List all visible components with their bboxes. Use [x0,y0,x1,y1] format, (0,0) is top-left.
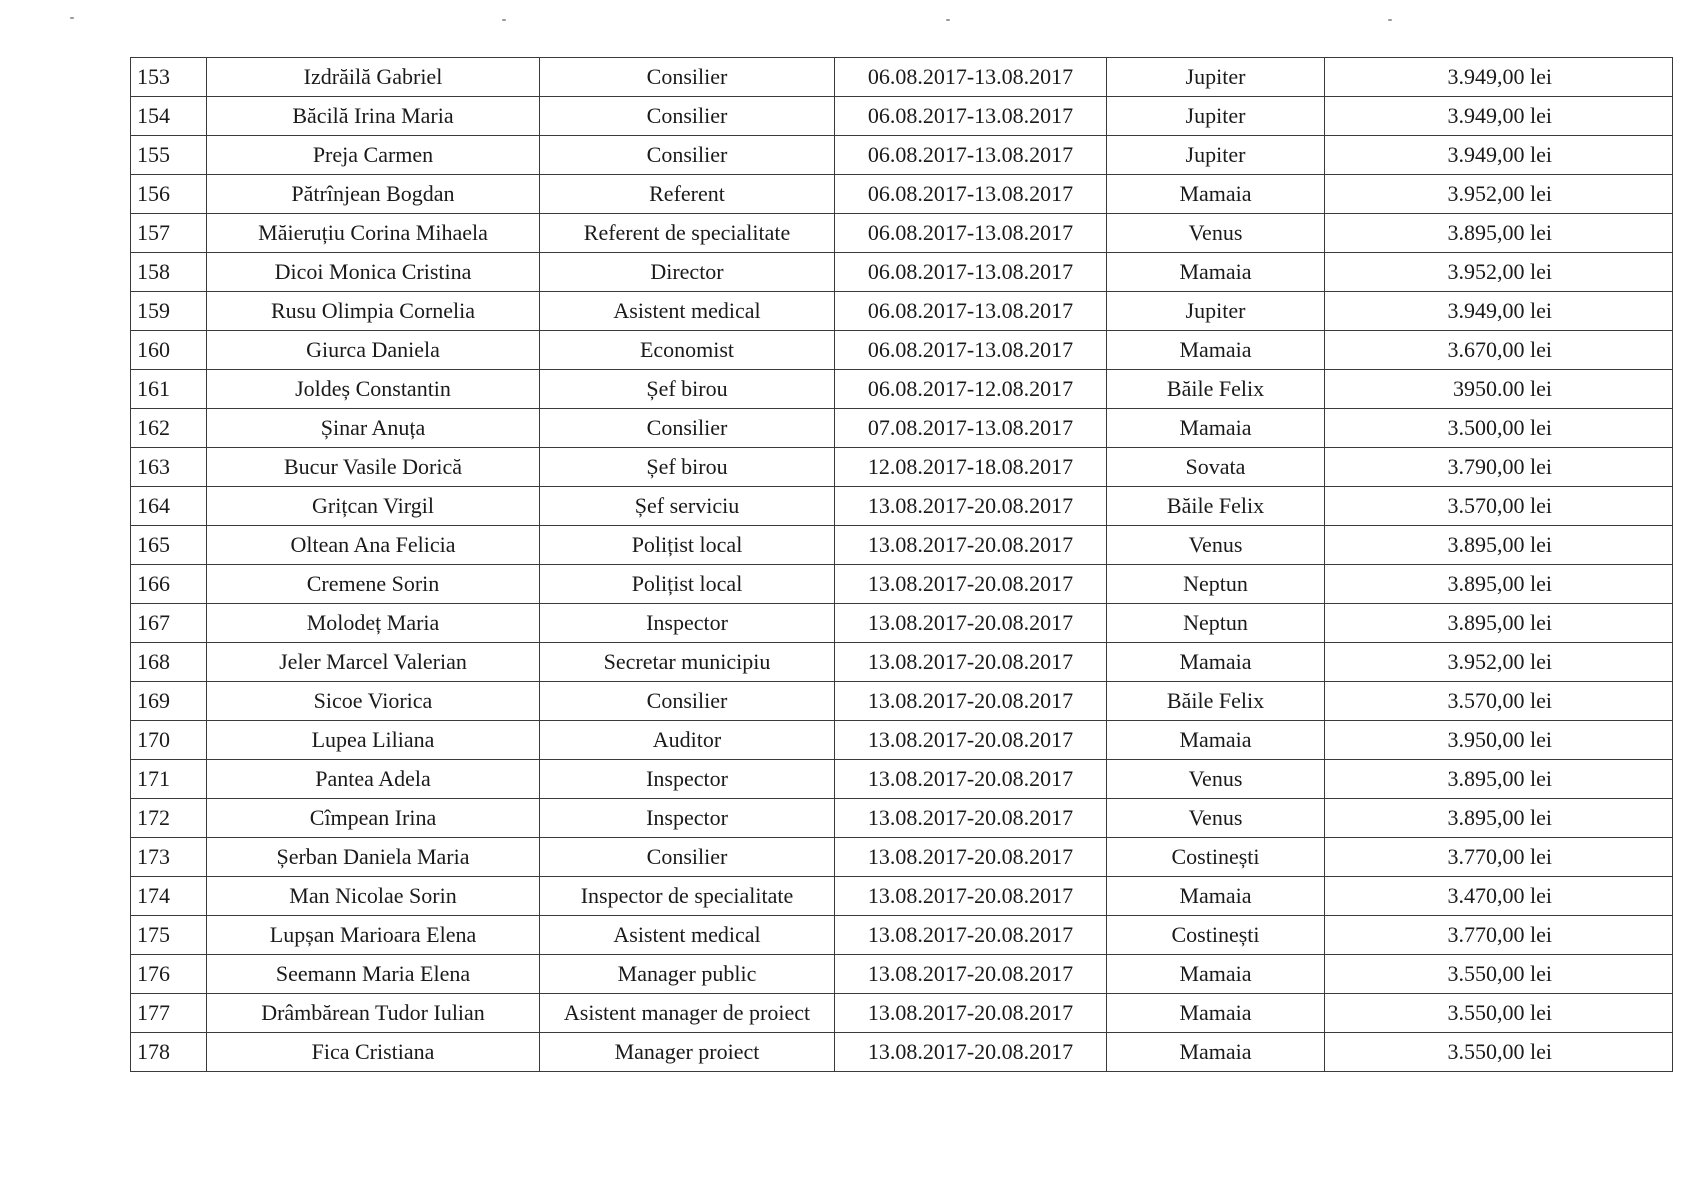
table-row [131,214,1673,253]
cell-name: Joldeș Constantin [207,370,540,409]
cell-name: Rusu Olimpia Cornelia [207,292,540,331]
cell-amount: 3.949,00 lei [1325,292,1673,331]
cell-period: 06.08.2017-13.08.2017 [835,175,1107,214]
cell-name: Preja Carmen [207,136,540,175]
cell-name: Seemann Maria Elena [207,955,540,994]
cell-amount: 3.895,00 lei [1325,526,1673,565]
cell-nr: 171 [131,760,207,799]
cell-amount: 3.670,00 lei [1325,331,1673,370]
cell-amount: 3.770,00 lei [1325,916,1673,955]
cell-nr: 157 [131,214,207,253]
table-row [131,487,1673,526]
cell-amount: 3.895,00 lei [1325,565,1673,604]
cell-name: Pătrînjean Bogdan [207,175,540,214]
cell-position: Inspector [540,799,835,838]
cell-nr: 177 [131,994,207,1033]
cell-nr: 170 [131,721,207,760]
table-row [131,409,1673,448]
cell-period: 06.08.2017-13.08.2017 [835,136,1107,175]
cell-name: Lupea Liliana [207,721,540,760]
cell-nr: 175 [131,916,207,955]
cell-name: Molodeț Maria [207,604,540,643]
cell-nr: 155 [131,136,207,175]
cell-location: Băile Felix [1107,487,1325,526]
scan-speck [70,17,74,19]
table-row [131,370,1673,409]
cell-amount: 3.895,00 lei [1325,760,1673,799]
cell-name: Grițcan Virgil [207,487,540,526]
cell-name: Șinar Anuța [207,409,540,448]
cell-period: 06.08.2017-13.08.2017 [835,58,1107,97]
cell-location: Mamaia [1107,643,1325,682]
cell-name: Oltean Ana Felicia [207,526,540,565]
table-row [131,565,1673,604]
cell-period: 06.08.2017-13.08.2017 [835,214,1107,253]
cell-period: 13.08.2017-20.08.2017 [835,838,1107,877]
cell-amount: 3.550,00 lei [1325,955,1673,994]
cell-amount: 3.470,00 lei [1325,877,1673,916]
cell-position: Inspector [540,604,835,643]
cell-location: Jupiter [1107,58,1325,97]
cell-location: Neptun [1107,565,1325,604]
cell-position: Inspector [540,760,835,799]
cell-location: Mamaia [1107,253,1325,292]
cell-name: Măieruțiu Corina Mihaela [207,214,540,253]
cell-location: Mamaia [1107,955,1325,994]
cell-amount: 3.790,00 lei [1325,448,1673,487]
cell-name: Fica Cristiana [207,1033,540,1072]
cell-period: 06.08.2017-13.08.2017 [835,331,1107,370]
cell-amount: 3.952,00 lei [1325,175,1673,214]
cell-location: Venus [1107,214,1325,253]
table-row [131,97,1673,136]
table-row [131,526,1673,565]
cell-position: Asistent medical [540,916,835,955]
cell-position: Consilier [540,58,835,97]
cell-nr: 163 [131,448,207,487]
table-row [131,955,1673,994]
cell-amount: 3.570,00 lei [1325,487,1673,526]
cell-period: 13.08.2017-20.08.2017 [835,916,1107,955]
cell-nr: 174 [131,877,207,916]
cell-position: Manager public [540,955,835,994]
table-row [131,994,1673,1033]
holiday-voucher-table [130,57,1673,1072]
scan-speck [946,19,950,21]
cell-location: Mamaia [1107,1033,1325,1072]
cell-location: Jupiter [1107,292,1325,331]
cell-nr: 176 [131,955,207,994]
cell-nr: 161 [131,370,207,409]
table-row [131,448,1673,487]
cell-position: Polițist local [540,565,835,604]
cell-position: Consilier [540,409,835,448]
cell-name: Drâmbărean Tudor Iulian [207,994,540,1033]
cell-location: Mamaia [1107,877,1325,916]
cell-amount: 3.895,00 lei [1325,799,1673,838]
cell-position: Economist [540,331,835,370]
cell-nr: 178 [131,1033,207,1072]
cell-nr: 154 [131,97,207,136]
cell-amount: 3.550,00 lei [1325,994,1673,1033]
cell-period: 06.08.2017-13.08.2017 [835,253,1107,292]
table-row [131,253,1673,292]
cell-amount: 3.952,00 lei [1325,643,1673,682]
table-row [131,292,1673,331]
cell-period: 13.08.2017-20.08.2017 [835,799,1107,838]
cell-location: Mamaia [1107,721,1325,760]
cell-position: Referent de specialitate [540,214,835,253]
cell-name: Jeler Marcel Valerian [207,643,540,682]
cell-location: Mamaia [1107,175,1325,214]
scan-speck [1388,19,1392,21]
cell-name: Cremene Sorin [207,565,540,604]
table-row [131,838,1673,877]
cell-amount: 3.550,00 lei [1325,1033,1673,1072]
cell-nr: 165 [131,526,207,565]
cell-period: 06.08.2017-13.08.2017 [835,292,1107,331]
cell-nr: 168 [131,643,207,682]
cell-location: Costinești [1107,916,1325,955]
table-row [131,799,1673,838]
cell-location: Venus [1107,760,1325,799]
cell-position: Manager proiect [540,1033,835,1072]
cell-position: Consilier [540,682,835,721]
cell-position: Polițist local [540,526,835,565]
cell-name: Pantea Adela [207,760,540,799]
cell-position: Consilier [540,838,835,877]
cell-location: Costinești [1107,838,1325,877]
table-row [131,136,1673,175]
cell-name: Sicoe Viorica [207,682,540,721]
table-row [131,604,1673,643]
cell-nr: 159 [131,292,207,331]
cell-location: Venus [1107,526,1325,565]
cell-name: Băcilă Irina Maria [207,97,540,136]
cell-position: Inspector de specialitate [540,877,835,916]
cell-amount: 3950.00 lei [1325,370,1673,409]
cell-period: 13.08.2017-20.08.2017 [835,526,1107,565]
table-row [131,643,1673,682]
cell-position: Șef serviciu [540,487,835,526]
cell-position: Asistent manager de proiect [540,994,835,1033]
cell-period: 06.08.2017-13.08.2017 [835,97,1107,136]
cell-location: Sovata [1107,448,1325,487]
cell-name: Dicoi Monica Cristina [207,253,540,292]
table-row [131,175,1673,214]
cell-nr: 172 [131,799,207,838]
cell-period: 06.08.2017-12.08.2017 [835,370,1107,409]
table-row [131,916,1673,955]
cell-location: Jupiter [1107,136,1325,175]
cell-position: Șef birou [540,448,835,487]
cell-amount: 3.895,00 lei [1325,214,1673,253]
cell-name: Izdrăilă Gabriel [207,58,540,97]
cell-location: Mamaia [1107,331,1325,370]
cell-period: 13.08.2017-20.08.2017 [835,721,1107,760]
table-row [131,760,1673,799]
cell-nr: 167 [131,604,207,643]
cell-location: Mamaia [1107,994,1325,1033]
cell-period: 07.08.2017-13.08.2017 [835,409,1107,448]
cell-position: Șef birou [540,370,835,409]
table-body [131,58,1673,1072]
cell-period: 13.08.2017-20.08.2017 [835,643,1107,682]
cell-period: 13.08.2017-20.08.2017 [835,760,1107,799]
cell-nr: 166 [131,565,207,604]
cell-name: Cîmpean Irina [207,799,540,838]
table-row [131,877,1673,916]
cell-nr: 153 [131,58,207,97]
cell-name: Șerban Daniela Maria [207,838,540,877]
cell-period: 12.08.2017-18.08.2017 [835,448,1107,487]
cell-period: 13.08.2017-20.08.2017 [835,565,1107,604]
table-row [131,331,1673,370]
cell-period: 13.08.2017-20.08.2017 [835,1033,1107,1072]
cell-position: Auditor [540,721,835,760]
cell-nr: 160 [131,331,207,370]
cell-name: Giurca Daniela [207,331,540,370]
cell-position: Secretar municipiu [540,643,835,682]
cell-location: Jupiter [1107,97,1325,136]
cell-period: 13.08.2017-20.08.2017 [835,682,1107,721]
cell-period: 13.08.2017-20.08.2017 [835,877,1107,916]
table-row [131,682,1673,721]
cell-location: Neptun [1107,604,1325,643]
cell-position: Consilier [540,97,835,136]
cell-nr: 164 [131,487,207,526]
cell-position: Referent [540,175,835,214]
cell-nr: 169 [131,682,207,721]
cell-name: Man Nicolae Sorin [207,877,540,916]
cell-location: Băile Felix [1107,682,1325,721]
cell-name: Bucur Vasile Dorică [207,448,540,487]
table-row [131,1033,1673,1072]
cell-nr: 156 [131,175,207,214]
cell-nr: 158 [131,253,207,292]
cell-amount: 3.570,00 lei [1325,682,1673,721]
cell-nr: 173 [131,838,207,877]
cell-amount: 3.770,00 lei [1325,838,1673,877]
table-row [131,58,1673,97]
cell-location: Băile Felix [1107,370,1325,409]
cell-position: Consilier [540,136,835,175]
cell-amount: 3.952,00 lei [1325,253,1673,292]
cell-location: Venus [1107,799,1325,838]
cell-amount: 3.950,00 lei [1325,721,1673,760]
scan-speck [502,19,506,21]
cell-amount: 3.949,00 lei [1325,97,1673,136]
cell-amount: 3.949,00 lei [1325,58,1673,97]
cell-position: Asistent medical [540,292,835,331]
cell-amount: 3.500,00 lei [1325,409,1673,448]
cell-period: 13.08.2017-20.08.2017 [835,487,1107,526]
cell-name: Lupșan Marioara Elena [207,916,540,955]
cell-period: 13.08.2017-20.08.2017 [835,604,1107,643]
cell-period: 13.08.2017-20.08.2017 [835,955,1107,994]
cell-position: Director [540,253,835,292]
cell-amount: 3.895,00 lei [1325,604,1673,643]
cell-location: Mamaia [1107,409,1325,448]
table-row [131,721,1673,760]
cell-amount: 3.949,00 lei [1325,136,1673,175]
cell-nr: 162 [131,409,207,448]
cell-period: 13.08.2017-20.08.2017 [835,994,1107,1033]
